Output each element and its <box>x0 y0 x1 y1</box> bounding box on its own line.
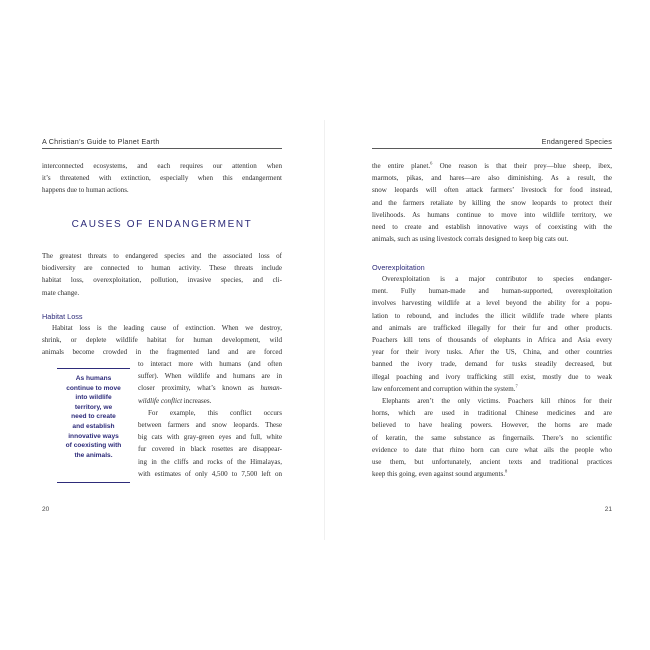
pull-quote-top-rule <box>57 368 130 369</box>
text-line: keep this going, even against sound arguments.$^8$ <box>372 468 508 479</box>
text-line: lation to rebound, and includes the illicit wildlife trade where plants <box>372 311 612 320</box>
pull-quote-line: and establish <box>72 422 115 430</box>
text-line: animals, such as using livestock corrals designed to keep big cats out. <box>372 235 569 244</box>
pull-quote-line: continue to move <box>66 384 121 392</box>
text-line: illegal poaching and ivory trafficking still exist, mostly due to weak <box>372 372 612 381</box>
text-line: happens due to human actions. <box>42 186 129 195</box>
text-line: of keratin, the same substance as fingernails. There’s no scientific <box>372 433 612 442</box>
intro-paragraph <box>42 160 282 197</box>
snow-leopard-paragraph <box>372 160 612 245</box>
pull-quote <box>57 374 130 460</box>
text-line: believed to have healing powers. However, the horns are made <box>372 421 612 430</box>
pull-quote-line: As humans <box>75 375 112 382</box>
pull-quote-line: need to create <box>71 413 116 421</box>
text-line: closer proximity, what’s known as human- <box>138 384 282 393</box>
text-line: banned the ivory trade, demand for tusks steadily decreased, but <box>372 360 612 369</box>
right-page <box>325 0 650 650</box>
text-line: fur covered in black rosettes are disappear- <box>138 445 282 454</box>
footnote-marker: 6 <box>430 160 433 166</box>
text-line: between farmers and snow leopards. These <box>138 421 282 430</box>
footnote-marker: 8 <box>504 468 508 474</box>
italic-term: wildlife conflict <box>138 396 183 405</box>
text-line: animals become crowded in the fragmented land and are forced <box>42 348 282 357</box>
text-line: marmots, pikas, and hares—are also diminishing. As a result, the <box>372 174 612 183</box>
text-line: habitat loss, overexploitation, pollution, invasive species, and cli- <box>42 276 282 285</box>
text-line: mate change. <box>42 288 80 297</box>
text-line: Elephants aren’t the only victims. Poachers kill rhinos for their <box>382 397 612 406</box>
habitat-wrapped-text <box>138 358 282 480</box>
text-line: snow leopards will often attack farmers’ livestock for food instead, <box>372 186 612 195</box>
text-line: shrink, or deplete wildlife habitat for human development, wild <box>42 336 282 345</box>
habitat-loss-subhead: Habitat Loss <box>42 312 83 321</box>
threats-paragraph <box>42 250 282 299</box>
habitat-paragraph <box>42 322 282 359</box>
chapter-heading: CAUSES OF ENDANGERMENT <box>71 219 253 230</box>
text-line: biodiversity are connected to human activity. These threats include <box>42 264 282 273</box>
text-line: to interact more with humans (and often <box>138 360 282 368</box>
text-line: For example, this conflict occurs <box>148 408 282 417</box>
text-line: need to create and establish innovative ways of coexisting with the <box>372 223 612 232</box>
pull-quote-line: the animals. <box>74 451 113 459</box>
right-header-rule <box>372 148 612 149</box>
text-line: and animals are trafficked illegally for their fur and other products. <box>372 323 612 332</box>
page-number: 21 <box>604 506 612 513</box>
text-line: ing in the cliffs and rocks of the Himalayas, <box>138 457 282 466</box>
text-line: and the farmers retaliate by killing the snow leopards to protect their <box>372 198 612 207</box>
left-running-head: A Christian’s Guide to Planet Earth <box>42 137 160 146</box>
pull-quote-line: innovative ways <box>68 432 119 440</box>
text-line: Poachers kill tens of thousands of elephants in Africa and Asia every <box>372 336 612 345</box>
text-line: horns, which are used in traditional Chinese medicines and are <box>372 409 612 418</box>
text-line: wildlife conflict increases. <box>138 396 212 405</box>
text-line: it’s threatened with extinction, especially when this endangerment <box>42 174 282 183</box>
pull-quote-line: territory, we <box>74 403 113 411</box>
text-line: interconnected ecosystems, and each requires our attention when <box>42 162 282 170</box>
text-line: law enforcement and corruption within the system.$^7$ <box>372 383 518 393</box>
text-line: ment. Fully human-made and human-supported, overexploitation <box>372 287 612 296</box>
pull-quote-bottom-rule <box>57 482 130 483</box>
overexploitation-paragraph <box>372 273 612 480</box>
text-line: livelihoods. As humans continue to move into wildlife territory, we <box>372 210 612 219</box>
page-number: 20 <box>42 506 50 513</box>
text-line: use them, but unfortunately, ancient texts and traditional practices <box>372 458 612 467</box>
pull-quote-line: into wildlife <box>75 394 112 402</box>
left-header-rule <box>42 148 282 149</box>
text-line: evidence to date that rhino horn can cure what ails the people who <box>372 445 612 454</box>
footnote-marker: 7 <box>515 383 518 389</box>
text-line: suffer). When wildlife and humans are in <box>138 372 282 381</box>
text-line: with estimates of only 4,500 to 7,500 left on <box>138 469 282 478</box>
italic-term: human- <box>260 384 282 393</box>
text-line: involves harvesting wildlife at a level beyond the ability for a popu- <box>372 299 612 308</box>
pull-quote-line: of coexisting with <box>65 442 122 450</box>
text-line: year for their ivory tusks. After the US, China, and other countries <box>372 348 612 357</box>
text-line: Overexploitation is a major contributor to species endanger- <box>382 275 612 283</box>
text-line: The greatest threats to endangered species and the associated loss of <box>42 252 282 260</box>
text-line: the entire planet.$^6$ One reason is that their prey—blue sheep, ibex, <box>372 160 613 170</box>
overexploitation-subhead: Overexploitation <box>372 263 425 272</box>
right-running-head: Endangered Species <box>541 137 612 146</box>
text-line: Habitat loss is the leading cause of extinction. When we destroy, <box>52 324 282 332</box>
text-line: big cats with gray-green eyes and full, white <box>138 433 282 442</box>
